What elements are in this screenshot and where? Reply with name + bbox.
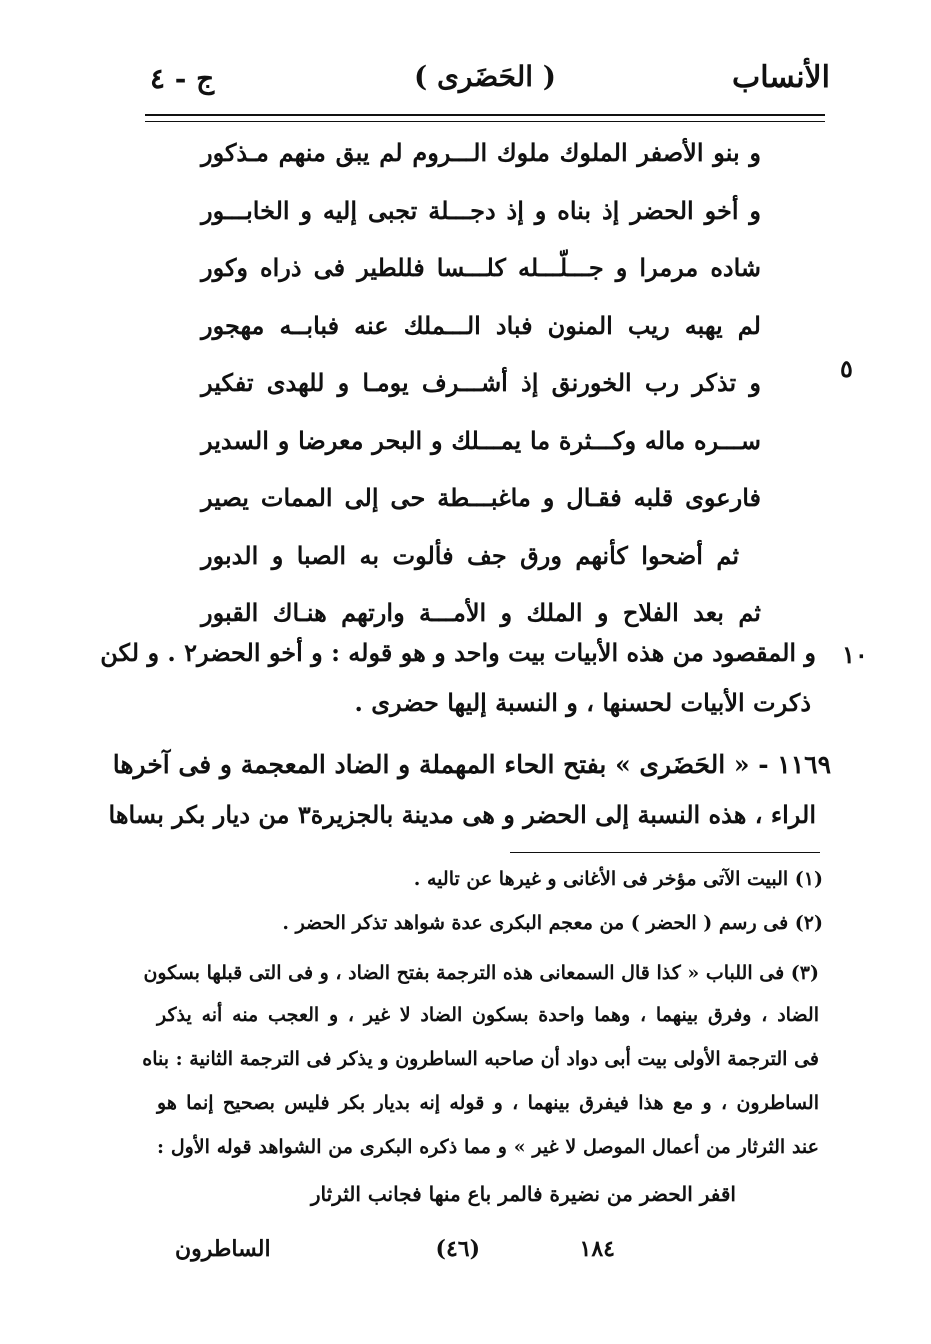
footnote-3-verse: اقفر الحضر من نضيرة فالمر باع منها فجانب الثرثار xyxy=(310,1182,736,1206)
verse-line: ســـره ماله وكـــثرة ما يمـــلك و البحر معرضا و السدير xyxy=(201,425,761,455)
header-book-title: الأنساب xyxy=(732,60,830,95)
header-rule xyxy=(145,114,825,116)
page-footer xyxy=(175,1236,615,1272)
footnote-3-line: فى الترجمة الأولى بيت أبى دواد أن صاحبه الساطرون و يذكر فى الترجمة الثانية : بناه xyxy=(142,1048,819,1070)
verse-line: ثم أضحوا كأنهم ورق جف فألوت به الصبا و الدبور xyxy=(201,540,739,570)
signature-mark: (٤٦) xyxy=(435,1236,480,1262)
line-number-10: ١٠ xyxy=(842,640,868,669)
catchword: الساطرون xyxy=(175,1236,271,1262)
paragraph-line: و المقصود من هذه الأبيات بيت واحد و هو قوله : و أخو الحضر٢ . و لكن xyxy=(100,638,816,667)
poem-verses xyxy=(201,124,761,642)
paragraph-line: ذكرت الأبيات لحسنها ، و النسبة إليها حضرى . xyxy=(354,688,811,717)
header-entry-title: ( الحَضَرى ) xyxy=(413,60,557,93)
verse-line: شاده مرمرا و جـــلّـــله كلـــسا فللطير فى ذراه وكور xyxy=(201,253,761,282)
running-header xyxy=(140,56,830,106)
entry-line: الراء ، هذه النسبة إلى الحضر و هى مدينة بالجزيرة٣ من ديار بكر بساها xyxy=(108,800,816,829)
header-volume: ج - ٤ xyxy=(150,62,215,95)
entry-heading-line: ١١٦٩ - « الحَضَرى » بفتح الحاء المهملة و الضاد المعجمة و فى آخرها xyxy=(112,750,831,779)
footnote-rule xyxy=(510,852,820,853)
verse-line: لم يهبه ريب المنون فباد الـــملك عنه فبابــه مهجور xyxy=(201,310,761,340)
footnote-3-line: الساطرون ، و مع هذا فيفرق بينهما ، و قوله إنه بديار بكر فليس بصحيح إنما هو xyxy=(157,1092,819,1114)
header-rule-thin xyxy=(145,121,825,122)
verse-line: ثم بعد الفلاح و الملك و الأمـــة وارتهم هنـاك القبور xyxy=(201,598,761,627)
verse-line: فارعوى قلبه فقـال و ماغبـــطة حى إلى الممات يصير xyxy=(201,483,761,512)
verse-line: و تذكر رب الخورنق إذ أشـــرف يومـا و للهدى تفكير xyxy=(201,368,761,397)
page-number: ١٨٤ xyxy=(579,1236,615,1262)
verse-line: و بنو الأصفر الملوك ملوك الـــروم لم يبق منهم مـذكور xyxy=(201,138,761,167)
footnote-1: (١) البيت الآتى مؤخر فى الأغانى و غيرها عن تاليه . xyxy=(413,868,823,890)
verse-line: و أخو الحضر إذ بناه و إذ دجـــلة تجبى إليه و الخابـــور xyxy=(201,195,761,225)
footnote-3-line: (٣) فى اللباب « كذا قال السمعانى هذه الترجمة بفتح الضاد ، و فى التى قبلها بسكون xyxy=(143,962,819,984)
footnote-3-line: الضاد ، وفرق بينهما ، وهما واحدة بسكون الضاد لا غير ، و العجب منه أنه يذكر xyxy=(157,1004,819,1026)
footnote-2: (٢) فى رسم ( الحضر ) من معجم البكرى عدة شواهد تذكر الحضر . xyxy=(282,912,823,934)
line-number-5: ٥ xyxy=(840,354,853,383)
footnote-3-line: عند الثرثار من أعمال الموصل لا غير » و مما ذكره البكرى من الشواهد قوله الأول : xyxy=(157,1136,819,1158)
